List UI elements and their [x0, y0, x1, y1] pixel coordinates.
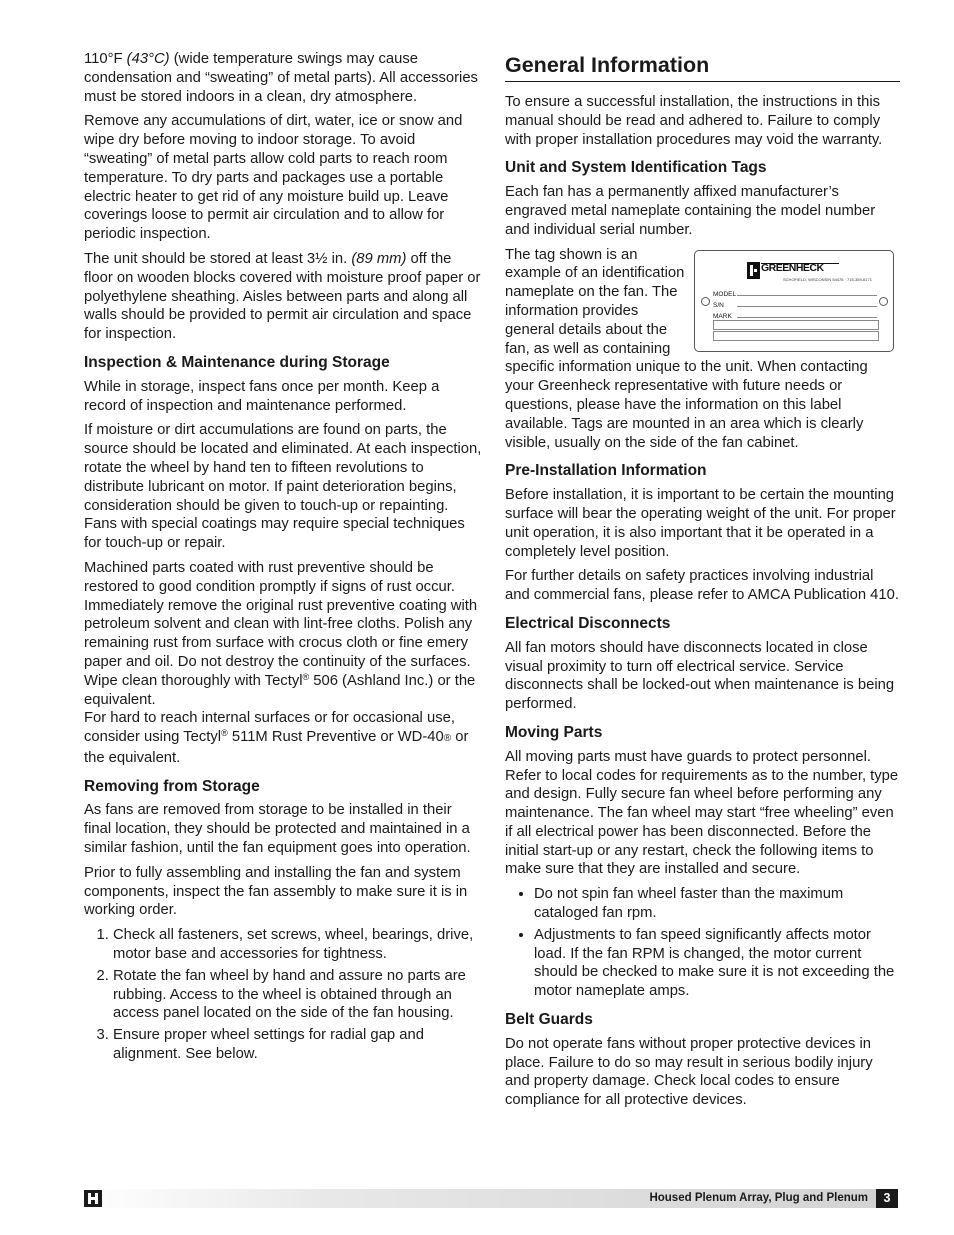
list-item: 1. Check all fasteners, set screws, wheel, bearings, drive, motor base and accessories for tightness. — [113, 926, 482, 964]
text-run: or the equivalent. — [84, 729, 469, 766]
nameplate-paragraph: The tag shown is an example of an identification nameplate on the fan. The information provides general details about the fan, as well as containing specific information unique to the unit. When contacting your Greenheck representative with future needs or questions, please have the information on this label available. Tags are mounted in an area which is clearly visible, usually on the side of the fan cabinet. — [505, 246, 868, 451]
mounting-hole-icon — [701, 297, 710, 306]
moving-parts-bullets — [505, 885, 900, 1001]
moisture-paragraph: If moisture or dirt accumulations are found on parts, the source should be located and eliminated. At each inspection, rotate the wheel by hand ten to fifteen revolutions to distribute lubricant on motor. If paint deterioration begins, consideration should be given to touch-up or repainting. Fans with special coatings may require special techniques for touch-up or repair. — [84, 422, 482, 552]
storage-temperature-paragraph — [84, 50, 482, 106]
nameplate-field-box — [713, 320, 879, 330]
nameplate-field-line — [737, 306, 877, 307]
text-run: Machined parts coated with rust preventive should be restored to good condition promptly if signs of rust occur. Immediately remove the original rust preventive coating with petroleum solvent and clean with lint-free cloths. Polish any remaining rust from surface with crocus cloth or fine emery paper and oil. Do not destroy the continuity of the surfaces. Wipe clean thoroughly with Tectyl — [84, 559, 478, 689]
nameplate-illustration — [694, 250, 894, 352]
nameplate-field-line — [737, 295, 877, 296]
electrical-heading: Electrical Disconnects — [505, 614, 671, 632]
list-item: • Adjustments to fan speed significantly affects motor load. If the fan RPM is changed, the motor current should be checked to make sure it is not exceeding the motor nameplate amps. — [534, 926, 900, 1001]
metric-height: (89 mm) — [351, 250, 407, 267]
inspection-heading: Inspection & Maintenance during Storage — [84, 353, 390, 371]
section-title: General Information — [505, 52, 900, 82]
preinstall-heading: Pre-Installation Information — [505, 462, 707, 480]
text-run: 511M Rust Preventive or WD-40 — [227, 729, 444, 746]
assembly-paragraph: Prior to fully assembling and installing the fan and system components, inspect the fan assembly to make sure it is in working order. — [84, 864, 468, 919]
registered-mark: ® — [302, 671, 310, 682]
nameplate-field-box — [713, 331, 879, 341]
intro-paragraph: To ensure a successful installation, the instructions in this manual should be read and adhered to. Failure to comply with proper installation procedures may void the warranty. — [505, 94, 883, 148]
page-footer — [84, 1189, 898, 1208]
left-column — [84, 50, 482, 1068]
greenheck-logo-icon — [84, 1190, 102, 1207]
nameplate-model-label: MODEL — [713, 290, 737, 298]
nameplate-address: SCHOFIELD, WISCONSIN 54476 · 715-359-6171 — [783, 276, 872, 282]
footer-title: Housed Plenum Array, Plug and Plenum — [649, 1192, 868, 1204]
nameplate-field-line — [737, 317, 877, 318]
belt-guards-heading: Belt Guards — [505, 1011, 593, 1029]
storage-height-paragraph — [84, 250, 482, 344]
text-run: 110°F — [84, 51, 127, 67]
removing-heading: Removing from Storage — [84, 777, 260, 795]
text-run: 506 (Ashland Inc.) or the equivalent. — [84, 672, 476, 708]
electrical-paragraph: All fan motors should have disconnects located in close visual proximity to turn off electrical service. Service disconnects shall be locked-out when maintenance is being performed. — [505, 639, 895, 713]
inspection-steps-list — [84, 926, 482, 1064]
moving-parts-heading: Moving Parts — [505, 723, 603, 741]
tags-paragraph: Each fan has a permanently affixed manufacturer’s engraved metal nameplate containing the model number and individual serial number. — [505, 184, 876, 238]
registered-mark: ® — [221, 728, 228, 739]
amca-paragraph: For further details on safety practices involving industrial and commercial fans, please refer to AMCA Publication 410. — [505, 568, 899, 604]
nameplate-brand: GREENHECK — [761, 261, 824, 274]
tags-heading: Unit and System Identification Tags — [505, 159, 767, 177]
metric-temperature: (43°C) — [126, 51, 170, 67]
registered-mark: ® — [443, 733, 452, 745]
nameplate-mark-label: MARK — [713, 312, 732, 320]
list-item: 3. Ensure proper wheel settings for radial gap and alignment. See below. — [113, 1026, 482, 1064]
nameplate-sn-label: S/N — [713, 301, 724, 309]
accumulation-paragraph: Remove any accumulations of dirt, water, ice or snow and wipe dry before moving to indoor storage. To avoid “sweating” of metal parts allow cold parts to reach room temperature. To dry parts and packages use a portable electric heater to get rid of any moisture build up. Leave coverings loose to permit air circulation and to allow for periodic inspection. — [84, 113, 463, 243]
mounting-hole-icon — [879, 297, 888, 306]
rust-paragraph — [84, 559, 482, 768]
belt-guards-paragraph: Do not operate fans without proper protective devices in place. Failure to do so may result in serious bodily injury and property damage. Check local codes to ensure compliance for all protective devices. — [505, 1035, 873, 1109]
nameplate-paragraph-wrap — [505, 246, 900, 453]
inspection-paragraph: While in storage, inspect fans once per month. Keep a record of inspection and maintenance performed. — [84, 378, 440, 414]
text-run: (wide temperature swings may cause condensation and “sweating” of metal parts). All accessories must be stored indoors in a clean, dry atmosphere. — [84, 51, 478, 105]
right-column — [505, 50, 900, 1116]
text-run: off the floor on wooden blocks covered with moisture proof paper or polyethylene sheathing. Aisles between parts and along all walls should be provided to permit air circulation and space for inspection. — [84, 250, 481, 343]
text-run: The unit should be stored at least 3½ in. — [84, 250, 352, 267]
list-item: • Do not spin fan wheel faster than the maximum cataloged fan rpm. — [534, 885, 900, 923]
page-number: 3 — [876, 1189, 898, 1208]
removing-paragraph: As fans are removed from storage to be installed in their final location, they should be protected and maintained in a similar fashion, until the fan equipment goes into operation. — [84, 802, 471, 857]
text-run: For hard to reach internal surfaces or for occasional use, consider using Tectyl — [84, 710, 455, 746]
list-item: 2. Rotate the fan wheel by hand and assure no parts are rubbing. Access to the wheel is obtained through an access panel located on the side of the fan housing. — [113, 967, 482, 1023]
preinstall-paragraph: Before installation, it is important to be certain the mounting surface will bear the operating weight of the unit. For proper unit operation, it is also important that it be operated in a completely level position. — [505, 487, 896, 560]
moving-parts-paragraph: All moving parts must have guards to protect personnel. Refer to local codes for requirements as to the number, type and design. Fully secure fan wheel before performing any maintenance. The fan wheel may start “free wheeling” even if all electrical power has been disconnected. Before the initial start-up or any restart, check the following items to make sure that they are installed and secure. — [505, 748, 899, 878]
